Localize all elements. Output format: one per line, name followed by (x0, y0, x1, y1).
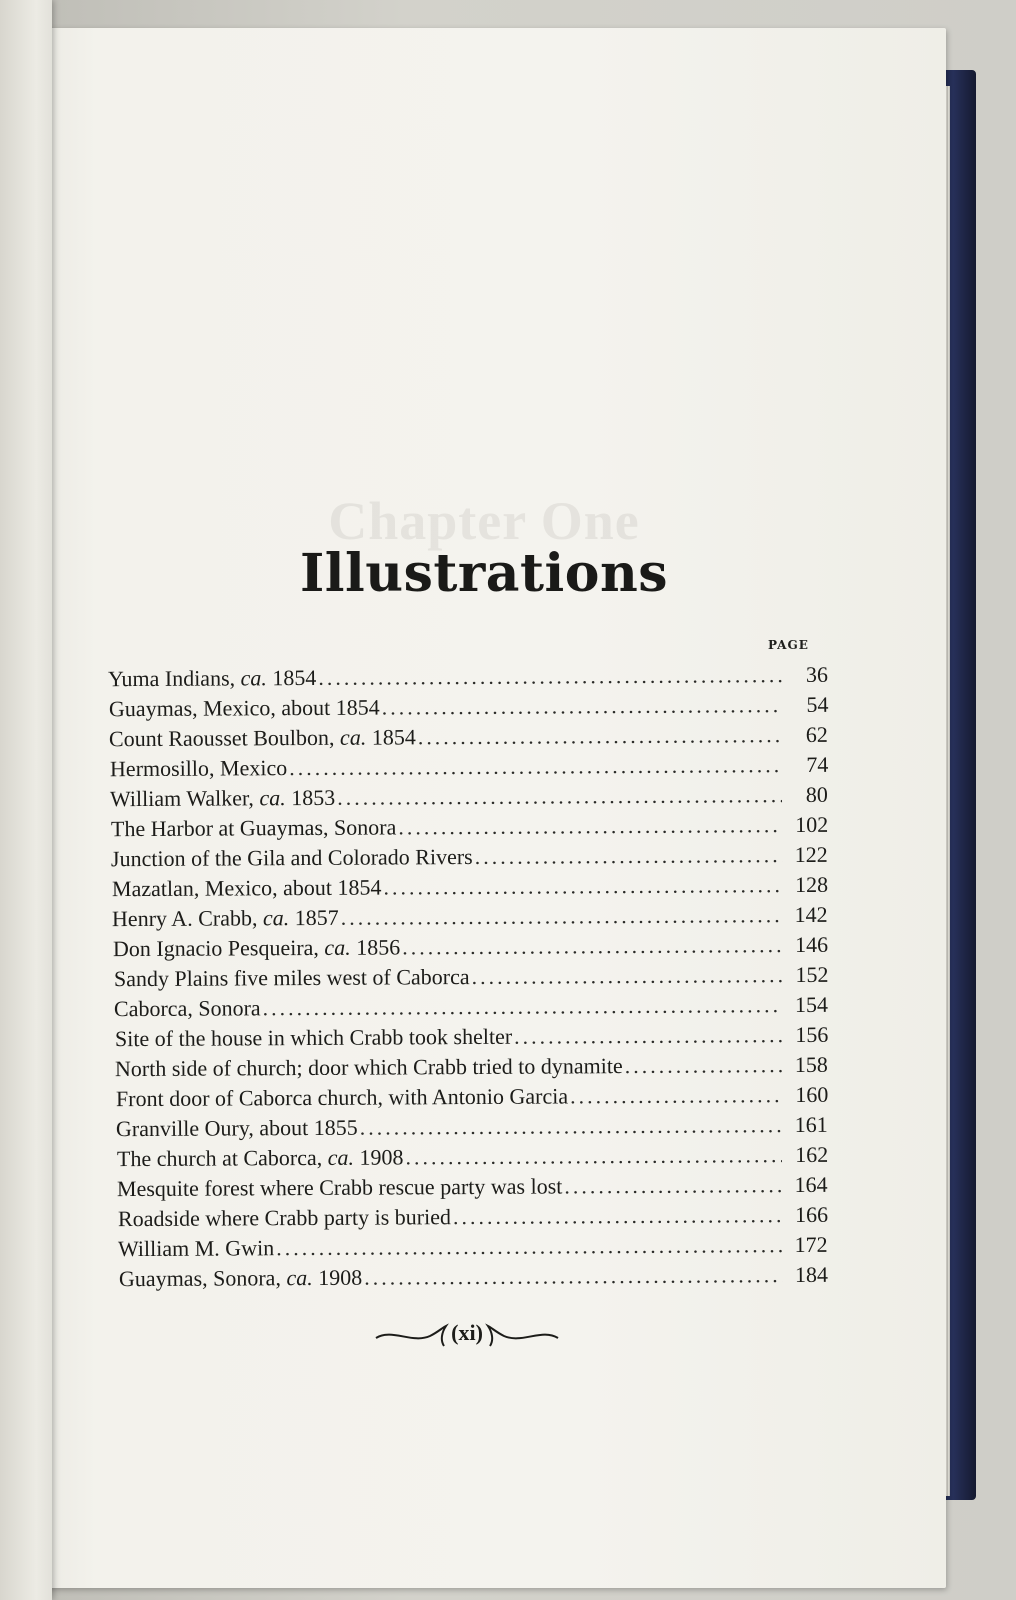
illustration-entry (108, 662, 828, 696)
entry-page-number: 158 (794, 1051, 829, 1078)
entry-page-number: 156 (794, 1021, 829, 1048)
illustration-entry (113, 932, 828, 966)
entry-page-number: 54 (805, 691, 829, 717)
entry-label: Junction of the Gila and Colorado Rivers (111, 843, 474, 872)
illustration-entry (115, 1052, 828, 1086)
entry-label: Front door of Caborca church, with Antonio Garcia (115, 1083, 568, 1112)
page-column-header: PAGE (768, 638, 809, 652)
entry-label: William M. Gwin (118, 1235, 275, 1262)
illustration-entry (114, 992, 828, 1026)
entry-page-number: 164 (794, 1171, 829, 1198)
dot-leader (263, 992, 782, 1021)
entry-label: Sandy Plains five miles west of Caborca (113, 964, 470, 992)
page-number: (xi) (451, 1320, 483, 1345)
illustration-entry (118, 1232, 828, 1266)
entry-label: Count Raousset Boulbon, ca. 1854 (109, 724, 416, 752)
entry-page-number: 128 (794, 871, 829, 898)
illustration-entry (110, 782, 828, 816)
illustration-entry (111, 842, 828, 876)
entry-label: The Harbor at Guaymas, Sonora (110, 814, 397, 842)
entry-page-number: 154 (794, 991, 829, 1018)
entry-label: Granville Oury, about 1855 (116, 1114, 359, 1142)
illustration-entry (116, 1112, 828, 1146)
entry-page-number: 102 (794, 811, 829, 838)
dot-leader (289, 752, 782, 781)
entry-label: Guaymas, Mexico, about 1854 (108, 694, 380, 722)
entry-page-number: 62 (805, 721, 829, 747)
entry-label: Hermosillo, Mexico (109, 755, 287, 782)
entry-page-number: 146 (794, 931, 829, 958)
entry-label: Yuma Indians, ca. 1854 (107, 664, 317, 692)
entry-page-number: 36 (805, 661, 829, 687)
entry-label: Henry A. Crabb, ca. 1857 (112, 904, 340, 932)
entry-page-number: 161 (794, 1111, 829, 1138)
entry-label: Mazatlan, Mexico, about 1854 (111, 874, 382, 902)
illustration-entry (111, 812, 828, 846)
dot-leader (341, 902, 782, 931)
illustration-entry (110, 752, 829, 786)
dot-leader (405, 1142, 782, 1170)
illustration-entry (115, 1022, 829, 1056)
entry-label: Site of the house in which Crabb took shelter (114, 1023, 512, 1052)
dot-leader (337, 782, 782, 811)
entry-label: Caborca, Sonora (113, 995, 261, 1022)
book-page (22, 28, 946, 1588)
illustration-entry (117, 1172, 828, 1206)
dot-leader (418, 722, 782, 750)
dot-leader (381, 692, 782, 720)
entry-page-number: 184 (794, 1261, 829, 1288)
dot-leader (625, 1052, 782, 1079)
dot-leader (402, 932, 782, 960)
entry-label: William Walker, ca. 1853 (110, 784, 336, 812)
entry-label: Mesquite forest where Crabb rescue party was lost (117, 1173, 563, 1202)
entry-page-number: 142 (794, 901, 829, 928)
dot-leader (398, 812, 782, 840)
dot-leader (277, 1232, 783, 1261)
dot-leader (514, 1022, 782, 1050)
entry-page-number: 122 (794, 841, 829, 868)
illustrations-list (107, 661, 829, 1294)
entry-label: Guaymas, Sonora, ca. 1908 (118, 1264, 363, 1292)
entry-label: The church at Caborca, ca. 1908 (116, 1144, 404, 1172)
page-folio (372, 1318, 562, 1352)
illustration-entry (112, 902, 828, 936)
illustration-entry (119, 1262, 828, 1296)
dot-leader (383, 872, 782, 900)
illustration-entry (116, 1082, 828, 1116)
dot-leader (475, 842, 782, 870)
entry-page-number: 162 (794, 1141, 829, 1168)
dot-leader (453, 1202, 782, 1230)
illustration-entry (112, 872, 828, 906)
dot-leader (318, 662, 782, 691)
entry-page-number: 80 (805, 781, 829, 807)
dot-leader (360, 1112, 782, 1141)
previous-page-edge (0, 0, 52, 1600)
folio-number: xi (458, 1320, 476, 1345)
dot-leader (565, 1172, 782, 1199)
dot-leader (364, 1262, 782, 1291)
entry-page-number: 160 (794, 1081, 829, 1108)
entry-label: Roadside where Crabb party is buried (117, 1204, 451, 1232)
illustration-entry (109, 722, 828, 756)
illustration-entry (118, 1202, 828, 1236)
illustration-entry (117, 1142, 828, 1176)
entry-page-number: 172 (794, 1231, 829, 1258)
dot-leader (471, 962, 782, 990)
illustration-entry (108, 692, 828, 726)
bleed-through-text: Chapter One (328, 491, 640, 551)
entry-page-number: 74 (805, 751, 829, 777)
entry-page-number: 152 (794, 961, 829, 988)
illustration-entry (113, 962, 828, 996)
entry-label: Don Ignacio Pesqueira, ca. 1856 (112, 934, 401, 962)
entry-label: North side of church; door which Crabb tried to dynamite (115, 1053, 623, 1082)
page-title: Illustrations (299, 543, 669, 604)
dot-leader (570, 1082, 782, 1109)
entry-page-number: 166 (794, 1201, 829, 1228)
